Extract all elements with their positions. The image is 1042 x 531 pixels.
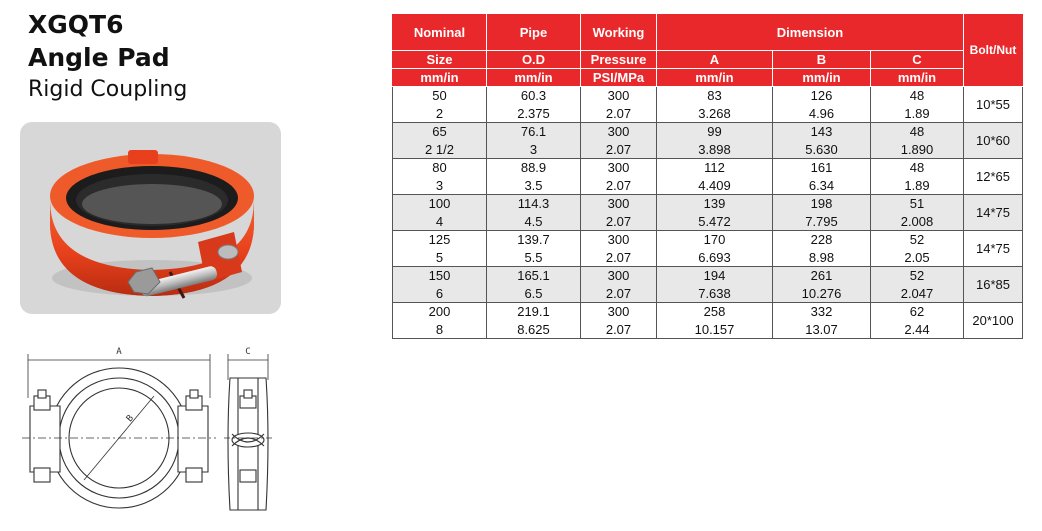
drawing-label-c: C xyxy=(245,347,251,357)
cell-pipe-od-in: 4.5 xyxy=(487,213,581,231)
coupling-illustration xyxy=(20,122,281,314)
cell-working-pressure-mm: 300 xyxy=(581,159,657,177)
cell-nominal-size-in: 8 xyxy=(393,321,487,339)
cell-nominal-size-in: 5 xyxy=(393,249,487,267)
header-dim-a-unit: mm/in xyxy=(657,69,773,87)
cell-working-pressure-in: 2.07 xyxy=(581,141,657,159)
cell-pipe-od-mm: 114.3 xyxy=(487,195,581,213)
table-row xyxy=(393,159,1023,177)
cell-nominal-size-in: 4 xyxy=(393,213,487,231)
cell-working-pressure-in: 2.07 xyxy=(581,249,657,267)
cell-dim-c-in: 2.05 xyxy=(871,249,964,267)
cell-nominal-size-in: 2 xyxy=(393,105,487,123)
cell-dim-c-in: 1.89 xyxy=(871,105,964,123)
header-dim-b: B xyxy=(773,51,871,69)
cell-pipe-od-mm: 88.9 xyxy=(487,159,581,177)
table-row xyxy=(393,231,1023,249)
cell-pipe-od-in: 6.5 xyxy=(487,285,581,303)
header-nominal: Nominal xyxy=(393,15,487,51)
cell-dim-b-in: 10.276 xyxy=(773,285,871,303)
header-nominal-unit: mm/in xyxy=(393,69,487,87)
cell-nominal-size-mm: 50 xyxy=(393,87,487,105)
cell-nominal-size-mm: 150 xyxy=(393,267,487,285)
cell-working-pressure-mm: 300 xyxy=(581,231,657,249)
cell-pipe-od-in: 8.625 xyxy=(487,321,581,339)
table-row xyxy=(393,321,1023,339)
cell-dim-b-mm: 161 xyxy=(773,159,871,177)
cell-bolt-nut: 12*65 xyxy=(964,159,1023,195)
header-pipe: Pipe xyxy=(487,15,581,51)
cell-nominal-size-mm: 65 xyxy=(393,123,487,141)
cell-bolt-nut: 14*75 xyxy=(964,195,1023,231)
technical-drawing xyxy=(20,340,282,525)
cell-working-pressure-in: 2.07 xyxy=(581,105,657,123)
header-pipe-unit: mm/in xyxy=(487,69,581,87)
cell-working-pressure-in: 2.07 xyxy=(581,177,657,195)
cell-dim-b-in: 4.96 xyxy=(773,105,871,123)
table-row xyxy=(393,105,1023,123)
table-row xyxy=(393,267,1023,285)
header-working-unit: PSI/MPa xyxy=(581,69,657,87)
table-row xyxy=(393,303,1023,321)
cell-dim-a-in: 3.268 xyxy=(657,105,773,123)
cell-dim-a-mm: 99 xyxy=(657,123,773,141)
cell-pipe-od-mm: 76.1 xyxy=(487,123,581,141)
cell-dim-b-mm: 332 xyxy=(773,303,871,321)
product-photo xyxy=(20,122,281,314)
header-working: Working xyxy=(581,15,657,51)
cell-nominal-size-mm: 100 xyxy=(393,195,487,213)
header-dim-c: C xyxy=(871,51,964,69)
table-row xyxy=(393,123,1023,141)
cell-dim-b-in: 5.630 xyxy=(773,141,871,159)
cell-dim-c-in: 2.008 xyxy=(871,213,964,231)
drawing-label-b: B xyxy=(124,413,137,425)
cell-pipe-od-in: 2.375 xyxy=(487,105,581,123)
cell-working-pressure-in: 2.07 xyxy=(581,321,657,339)
cell-dim-b-mm: 261 xyxy=(773,267,871,285)
cell-working-pressure-mm: 300 xyxy=(581,195,657,213)
cell-working-pressure-in: 2.07 xyxy=(581,213,657,231)
cell-working-pressure-mm: 300 xyxy=(581,87,657,105)
cell-dim-c-in: 1.89 xyxy=(871,177,964,195)
cell-dim-c-mm: 48 xyxy=(871,87,964,105)
cell-bolt-nut: 10*60 xyxy=(964,123,1023,159)
cell-dim-c-mm: 48 xyxy=(871,159,964,177)
cell-pipe-od-mm: 165.1 xyxy=(487,267,581,285)
cell-dim-a-mm: 170 xyxy=(657,231,773,249)
table-row xyxy=(393,213,1023,231)
cell-working-pressure-mm: 300 xyxy=(581,303,657,321)
cell-dim-c-mm: 52 xyxy=(871,267,964,285)
cell-dim-a-in: 7.638 xyxy=(657,285,773,303)
header-working-pressure: Pressure xyxy=(581,51,657,69)
cell-dim-b-mm: 143 xyxy=(773,123,871,141)
cell-working-pressure-mm: 300 xyxy=(581,123,657,141)
header-dimension: Dimension xyxy=(657,15,964,51)
cell-dim-c-mm: 52 xyxy=(871,231,964,249)
cell-dim-b-in: 6.34 xyxy=(773,177,871,195)
cell-dim-b-in: 8.98 xyxy=(773,249,871,267)
product-name: Angle Pad xyxy=(28,43,170,72)
cell-bolt-nut: 16*85 xyxy=(964,267,1023,303)
cell-bolt-nut: 10*55 xyxy=(964,87,1023,123)
product-subtitle: Rigid Coupling xyxy=(28,77,188,102)
cell-dim-a-in: 6.693 xyxy=(657,249,773,267)
spec-table xyxy=(392,14,1023,339)
cell-bolt-nut: 20*100 xyxy=(964,303,1023,339)
cell-pipe-od-in: 3 xyxy=(487,141,581,159)
cell-pipe-od-in: 5.5 xyxy=(487,249,581,267)
cell-nominal-size-mm: 80 xyxy=(393,159,487,177)
table-row xyxy=(393,249,1023,267)
header-pipe-od: O.D xyxy=(487,51,581,69)
table-row xyxy=(393,141,1023,159)
cell-dim-c-in: 1.890 xyxy=(871,141,964,159)
cell-dim-b-in: 13.07 xyxy=(773,321,871,339)
cell-nominal-size-in: 3 xyxy=(393,177,487,195)
cell-nominal-size-mm: 125 xyxy=(393,231,487,249)
cell-nominal-size-in: 6 xyxy=(393,285,487,303)
cell-dim-a-mm: 194 xyxy=(657,267,773,285)
cell-dim-a-in: 3.898 xyxy=(657,141,773,159)
header-bolt-nut: Bolt/Nut xyxy=(964,15,1023,87)
table-row xyxy=(393,87,1023,105)
coupling-dimension-drawing xyxy=(20,340,282,525)
cell-dim-a-mm: 83 xyxy=(657,87,773,105)
cell-dim-a-in: 4.409 xyxy=(657,177,773,195)
cell-dim-c-mm: 62 xyxy=(871,303,964,321)
cell-working-pressure-mm: 300 xyxy=(581,267,657,285)
cell-dim-a-mm: 112 xyxy=(657,159,773,177)
cell-dim-a-mm: 139 xyxy=(657,195,773,213)
product-title-block xyxy=(28,8,187,105)
cell-dim-b-mm: 198 xyxy=(773,195,871,213)
cell-nominal-size-mm: 200 xyxy=(393,303,487,321)
cell-dim-b-mm: 228 xyxy=(773,231,871,249)
cell-dim-c-in: 2.44 xyxy=(871,321,964,339)
cell-dim-a-in: 10.157 xyxy=(657,321,773,339)
cell-nominal-size-in: 2 1/2 xyxy=(393,141,487,159)
cell-dim-a-in: 5.472 xyxy=(657,213,773,231)
cell-dim-a-mm: 258 xyxy=(657,303,773,321)
drawing-label-a: A xyxy=(116,347,122,357)
header-dim-b-unit: mm/in xyxy=(773,69,871,87)
cell-dim-c-in: 2.047 xyxy=(871,285,964,303)
table-row xyxy=(393,285,1023,303)
cell-pipe-od-mm: 60.3 xyxy=(487,87,581,105)
cell-pipe-od-in: 3.5 xyxy=(487,177,581,195)
header-dim-c-unit: mm/in xyxy=(871,69,964,87)
cell-dim-b-in: 7.795 xyxy=(773,213,871,231)
table-row xyxy=(393,177,1023,195)
product-model: XGQT6 xyxy=(28,10,124,39)
cell-pipe-od-mm: 219.1 xyxy=(487,303,581,321)
cell-dim-c-mm: 51 xyxy=(871,195,964,213)
cell-dim-b-mm: 126 xyxy=(773,87,871,105)
header-nominal-size: Size xyxy=(393,51,487,69)
cell-dim-c-mm: 48 xyxy=(871,123,964,141)
header-dim-a: A xyxy=(657,51,773,69)
cell-working-pressure-in: 2.07 xyxy=(581,285,657,303)
cell-pipe-od-mm: 139.7 xyxy=(487,231,581,249)
cell-bolt-nut: 14*75 xyxy=(964,231,1023,267)
spec-table-body xyxy=(393,87,1023,339)
table-row xyxy=(393,195,1023,213)
